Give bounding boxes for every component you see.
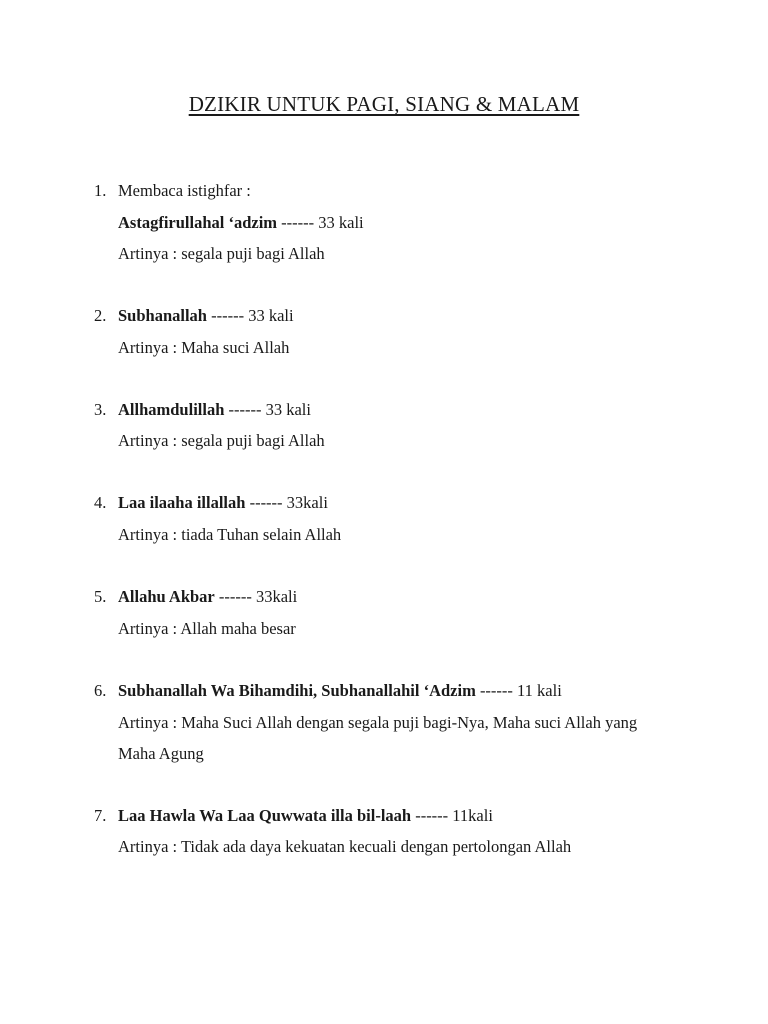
document-title: DZIKIR UNTUK PAGI, SIANG & MALAM: [188, 92, 580, 116]
item-number: 6.: [94, 681, 107, 700]
dzikir-count: ------ 33kali: [214, 587, 298, 606]
item-meaning: Artinya : Maha Suci Allah dengan segala puji bagi-Nya, Maha suci Allah yang: [118, 713, 638, 732]
item-meaning: Artinya : Allah maha besar: [118, 619, 296, 638]
dzikir-count: ------ 33kali: [245, 493, 328, 512]
dzikir-text: Subhanallah Wa Bihamdihi, Subhanallahil ‘Adzim: [118, 681, 476, 700]
item-dzikir-line: [118, 493, 328, 513]
item-intro: Membaca istighfar :: [118, 181, 251, 200]
item-meaning: Artinya : Maha suci Allah: [118, 338, 290, 357]
item-meaning-continued: Maha Agung: [118, 744, 204, 763]
item-dzikir-line: [118, 213, 364, 233]
item-number: 4.: [94, 493, 107, 512]
item-number: 3.: [94, 400, 107, 419]
item-dzikir-line: [118, 400, 311, 420]
item-number: 2.: [94, 306, 107, 325]
item-dzikir-line: [118, 681, 562, 701]
item-number: 5.: [94, 587, 107, 606]
item-meaning: Artinya : segala puji bagi Allah: [118, 244, 325, 263]
dzikir-text: Laa Hawla Wa Laa Quwwata illa bil-laah: [118, 806, 412, 825]
dzikir-count: ------ 33 kali: [277, 213, 364, 232]
item-meaning: Artinya : segala puji bagi Allah: [118, 431, 325, 450]
dzikir-text: Subhanallah: [118, 306, 207, 325]
item-dzikir-line: [118, 306, 294, 326]
item-dzikir-line: [118, 806, 493, 826]
dzikir-count: ------ 33 kali: [206, 306, 294, 325]
item-meaning: Artinya : Tidak ada daya kekuatan kecuali dengan pertolongan Allah: [118, 837, 572, 856]
item-dzikir-line: [118, 587, 297, 607]
dzikir-count: ------ 33 kali: [224, 400, 311, 419]
dzikir-text: Astagfirullahal ‘adzim: [118, 213, 278, 232]
item-number: 7.: [94, 806, 107, 825]
dzikir-text: Laa ilaaha illallah: [118, 493, 246, 512]
dzikir-text: Allahu Akbar: [118, 587, 215, 606]
item-number: 1.: [94, 181, 107, 200]
item-meaning: Artinya : tiada Tuhan selain Allah: [118, 525, 342, 544]
dzikir-count: ------ 11kali: [411, 806, 493, 825]
dzikir-count: ------ 11 kali: [475, 681, 562, 700]
dzikir-text: Allhamdulillah: [118, 400, 225, 419]
